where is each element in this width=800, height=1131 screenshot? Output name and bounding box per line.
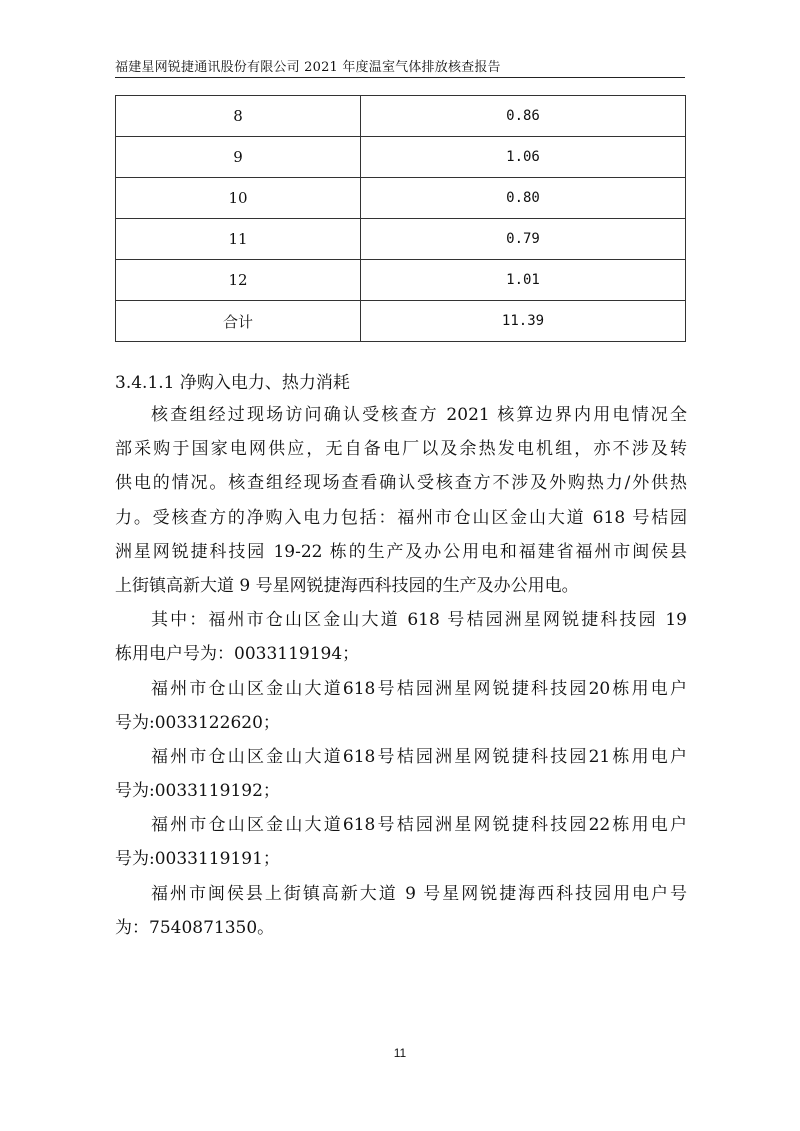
body-text	[115, 398, 687, 945]
body-line: 福州市仓山区金山大道618号桔园洲星网锐捷科技园22栋用电户	[151, 815, 687, 836]
page-number: 11	[393, 1046, 407, 1060]
table-row	[116, 260, 686, 301]
page-header-title: 福建星网锐捷通讯股份有限公司 2021 年度温室气体排放核查报告	[115, 60, 501, 75]
monthly-electricity-table	[115, 95, 686, 342]
table-cell-value: 0.86	[361, 96, 686, 137]
body-line: 部采购于国家电网供应，无自备电厂以及余热发电机组，亦不涉及转	[115, 439, 687, 460]
table-cell-value: 0.80	[361, 178, 686, 219]
body-line: 供电的情况。核查组经现场查看确认受核查方不涉及外购热力/外供热	[115, 473, 687, 494]
body-line: 号为:0033119192；	[115, 781, 280, 802]
table-cell-value: 1.01	[361, 260, 686, 301]
body-line: 福州市闽侯县上街镇高新大道 9 号星网锐捷海西科技园用电户号	[151, 883, 687, 904]
body-line: 核查组经过现场访问确认受核查方 2021 核算边界内用电情况全	[151, 405, 687, 425]
table-cell-value: 1.06	[361, 137, 686, 178]
body-line: 为：7540871350。	[115, 917, 275, 938]
body-line: 力。受核查方的净购入电力包括：福州市仓山区金山大道 618 号桔园	[115, 507, 687, 528]
table-row	[116, 96, 686, 137]
table-cell-total-value: 11.39	[361, 301, 686, 342]
table-row	[116, 178, 686, 219]
section-heading: 3.4.1.1 净购入电力、热力消耗	[115, 373, 350, 393]
body-line: 福州市仓山区金山大道618号桔园洲星网锐捷科技园21栋用电户	[151, 746, 687, 767]
body-line: 其中：福州市仓山区金山大道 618 号桔园洲星网锐捷科技园 19	[151, 610, 687, 631]
table-cell-month: 12	[116, 260, 361, 301]
body-line: 洲星网锐捷科技园 19-22 栋的生产及办公用电和福建省福州市闽侯县	[115, 541, 687, 562]
header-divider	[115, 77, 685, 78]
table-cell-month: 11	[116, 219, 361, 260]
table-cell-month: 10	[116, 178, 361, 219]
table-cell-value: 0.79	[361, 219, 686, 260]
table-row	[116, 137, 686, 178]
table-row	[116, 219, 686, 260]
table-cell-month: 9	[116, 137, 361, 178]
body-line: 上街镇高新大道 9 号星网锐捷海西科技园的生产及办公用电。	[115, 575, 579, 596]
body-line: 号为:0033119191；	[115, 849, 280, 870]
table-cell-total-label: 合计	[116, 301, 361, 342]
body-line: 福州市仓山区金山大道618号桔园洲星网锐捷科技园20栋用电户	[151, 678, 687, 699]
table-cell-month: 8	[116, 96, 361, 137]
body-line: 栋用电户号为：0033119194；	[115, 644, 360, 665]
table-total-row	[116, 301, 686, 342]
body-line: 号为:0033122620；	[115, 712, 280, 733]
